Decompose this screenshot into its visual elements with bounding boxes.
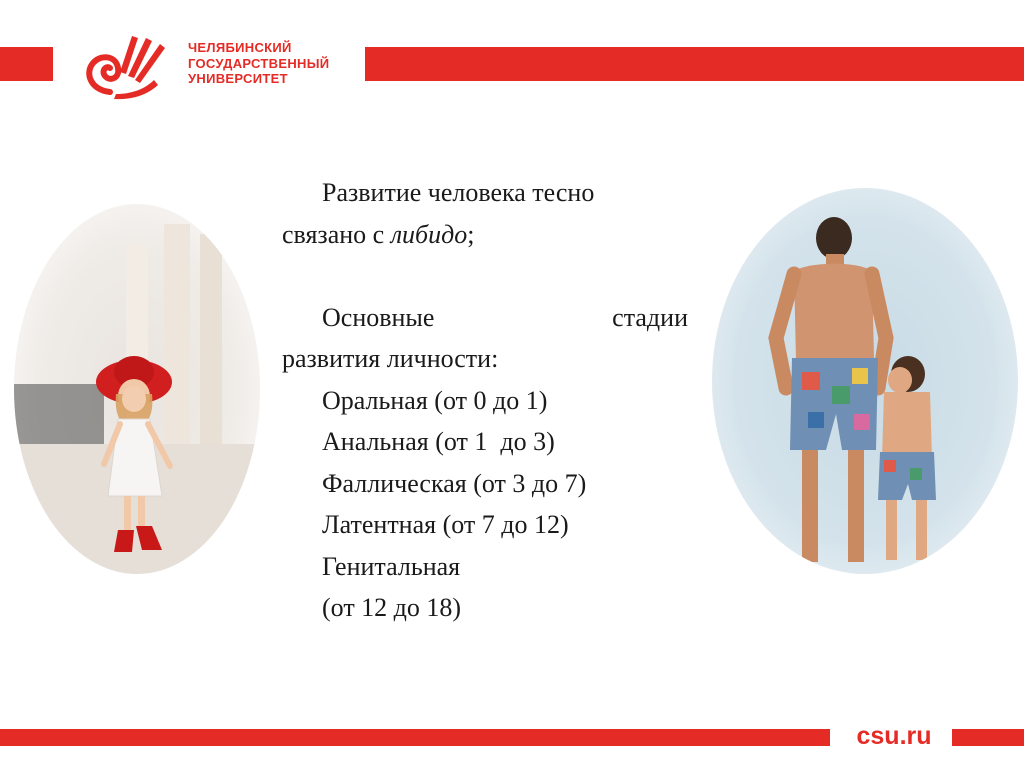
- stages-heading-word-2: стадии: [612, 302, 688, 332]
- libido-term: либидо: [390, 219, 468, 249]
- footer-site-link[interactable]: csu.ru: [856, 722, 932, 750]
- university-name-line: УНИВЕРСИТЕТ: [188, 71, 288, 86]
- stage-item: Оральная (от 0 до 1): [322, 385, 548, 415]
- stage-item: Латентная (от 7 до 12): [322, 510, 569, 539]
- header-bar-left: [0, 47, 53, 81]
- header-bar-right: [365, 47, 1024, 81]
- stage-item: Генитальная: [322, 551, 461, 581]
- photo-girl-red-hat: [14, 204, 260, 574]
- stages-heading-word-1: Основные: [322, 302, 435, 332]
- stage-item: (от 12 до 18): [322, 593, 462, 622]
- father-son-illustration: [712, 188, 1018, 574]
- intro-line-2-prefix: связано с: [282, 219, 391, 249]
- photo-father-son: [712, 188, 1018, 574]
- girl-illustration: [14, 204, 260, 574]
- stages-heading-line-2: развития личности:: [282, 344, 499, 373]
- slide-text: [282, 172, 688, 629]
- intro-line-1: Развитие человека тесно: [322, 178, 595, 207]
- footer-bar-right: [952, 729, 1024, 746]
- intro-line-2: [282, 214, 688, 256]
- stage-item: Фаллическая (от 3 до 7): [322, 468, 587, 498]
- university-name: [188, 40, 358, 87]
- university-name-line: ЧЕЛЯБИНСКИЙ: [188, 40, 292, 55]
- stage-item: Анальная (от 1 до 3): [322, 427, 555, 456]
- stages-heading-line-1: [282, 297, 688, 339]
- intro-line-2-suffix: ;: [467, 219, 475, 249]
- paragraph-gap: [282, 255, 688, 297]
- footer-bar-left: [0, 729, 830, 746]
- university-name-line: ГОСУДАРСТВЕННЫЙ: [188, 55, 330, 71]
- csu-spiral-logo-icon: [80, 32, 180, 102]
